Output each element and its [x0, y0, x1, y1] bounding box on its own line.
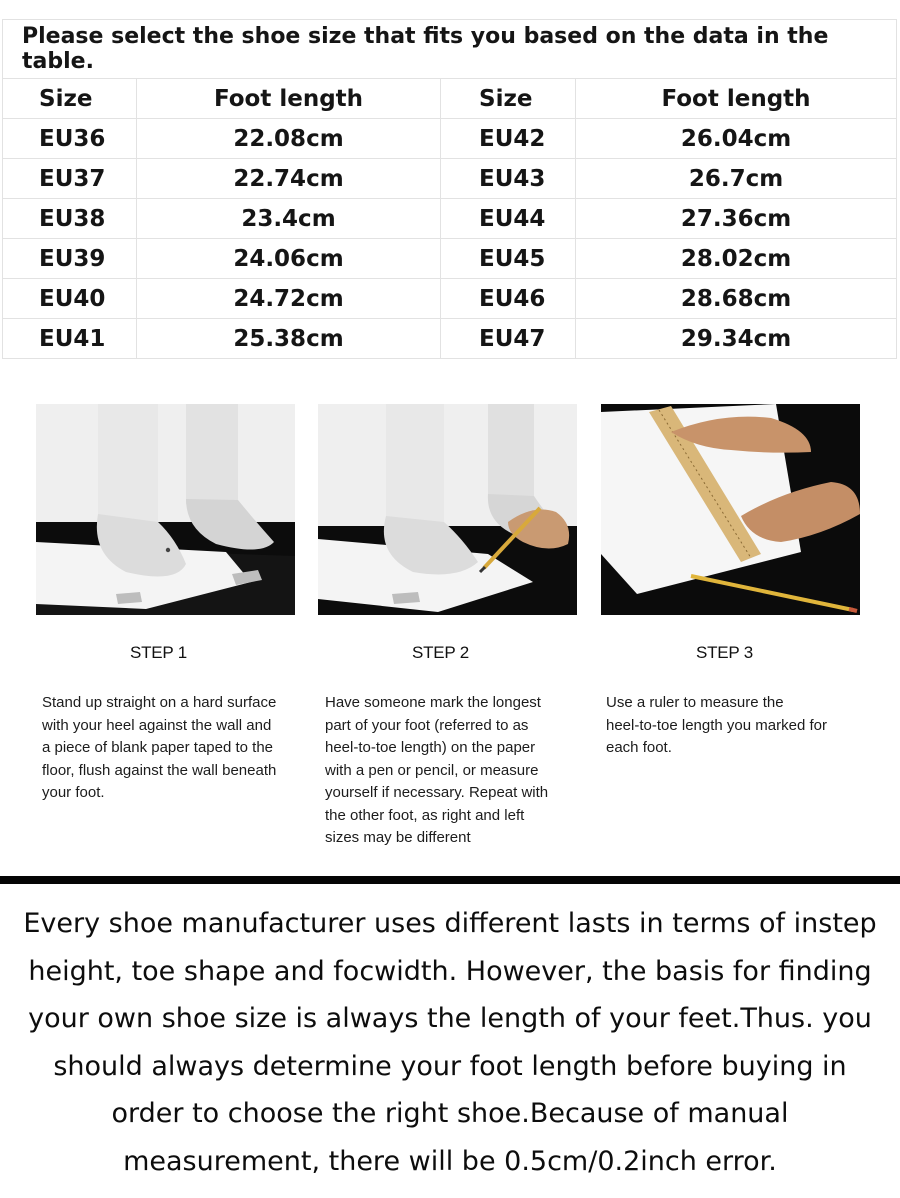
- section-divider: [0, 876, 900, 884]
- step-3-description: [606, 692, 874, 760]
- foot-length-cell: 26.7cm: [576, 159, 897, 199]
- step-2-line: with a pen or pencil, or measure: [325, 761, 539, 779]
- step-1-line: floor, flush against the wall beneath: [42, 761, 277, 779]
- header-foot-length: Foot length: [576, 79, 897, 119]
- table-row: [3, 119, 897, 159]
- step-3-line: Use a ruler to measure the: [606, 694, 784, 711]
- step-1-photo: [36, 404, 295, 615]
- foot-length-cell: 23.4cm: [137, 199, 441, 239]
- foot-length-cell: 28.02cm: [576, 239, 897, 279]
- step-2-photo: [318, 404, 577, 615]
- step-2-line: yourself if necessary. Repeat with: [325, 784, 549, 801]
- size-cell: EU36: [3, 119, 137, 159]
- size-cell: EU44: [441, 199, 576, 239]
- step-1-line: your foot.: [42, 784, 105, 801]
- table-caption-row: [3, 20, 897, 79]
- size-cell: EU47: [441, 319, 576, 359]
- size-cell: EU43: [441, 159, 576, 199]
- foot-length-cell: 24.06cm: [137, 239, 441, 279]
- size-cell: EU42: [441, 119, 576, 159]
- table-row: [3, 279, 897, 319]
- size-chart-table: [2, 19, 897, 359]
- size-cell: EU37: [3, 159, 137, 199]
- step-1-label: STEP 1: [129, 643, 188, 662]
- header-foot-length: Foot length: [137, 79, 441, 119]
- step-2-line: the other foot, as right and left: [325, 806, 525, 824]
- header-size: Size: [441, 79, 576, 119]
- table-row: [3, 159, 897, 199]
- table-header-row: [3, 79, 897, 119]
- note-line: order to choose the right shoe.Because of manual: [111, 1098, 789, 1129]
- step-2-description: [325, 692, 593, 850]
- foot-length-cell: 24.72cm: [137, 279, 441, 319]
- foot-length-cell: 28.68cm: [576, 279, 897, 319]
- step-2-line: Have someone mark the longest: [325, 694, 541, 711]
- step-3-line: heel-to-toe length you marked for: [606, 716, 827, 734]
- step-2-line: heel-to-toe length) on the paper: [325, 739, 536, 756]
- foot-length-cell: 22.74cm: [137, 159, 441, 199]
- foot-length-cell: 27.36cm: [576, 199, 897, 239]
- step-1-description: [42, 692, 310, 805]
- size-cell: EU40: [3, 279, 137, 319]
- step-1-line: Stand up straight on a hard surface: [42, 694, 277, 711]
- step-1-line: a piece of blank paper taped to the: [42, 739, 274, 756]
- step-1-line: with your heel against the wall and: [42, 716, 272, 734]
- step-3-label: STEP 3: [695, 643, 754, 662]
- step-2-line: part of your foot (referred to as: [325, 716, 529, 734]
- note-line: Every shoe manufacturer uses different lasts in terms of instep: [23, 908, 877, 939]
- foot-length-cell: 26.04cm: [576, 119, 897, 159]
- step-2-line: sizes may be different: [325, 829, 471, 846]
- foot-length-cell: 22.08cm: [137, 119, 441, 159]
- size-cell: EU41: [3, 319, 137, 359]
- size-cell: EU45: [441, 239, 576, 279]
- size-cell: EU38: [3, 199, 137, 239]
- foot-length-cell: 29.34cm: [576, 319, 897, 359]
- foot-length-cell: 25.38cm: [137, 319, 441, 359]
- note-line: measurement, there will be 0.5cm/0.2inch error.: [123, 1145, 777, 1177]
- step-3-line: each foot.: [606, 739, 672, 756]
- step-2-label: STEP 2: [411, 643, 470, 662]
- table-row: [3, 319, 897, 359]
- note-line: height, toe shape and focwidth. However, the basis for finding: [28, 955, 872, 987]
- measurement-note: [0, 900, 900, 1185]
- table-caption: Please select the shoe size that fits you based on the data in the table.: [3, 20, 897, 79]
- note-line: should always determine your foot length before buying in: [53, 1050, 847, 1082]
- table-row: [3, 239, 897, 279]
- size-cell: EU46: [441, 279, 576, 319]
- header-size: Size: [3, 79, 137, 119]
- table-row: [3, 199, 897, 239]
- note-line: your own shoe size is always the length of your feet.Thus. you: [28, 1003, 872, 1034]
- step-3-photo: [601, 404, 860, 615]
- size-cell: EU39: [3, 239, 137, 279]
